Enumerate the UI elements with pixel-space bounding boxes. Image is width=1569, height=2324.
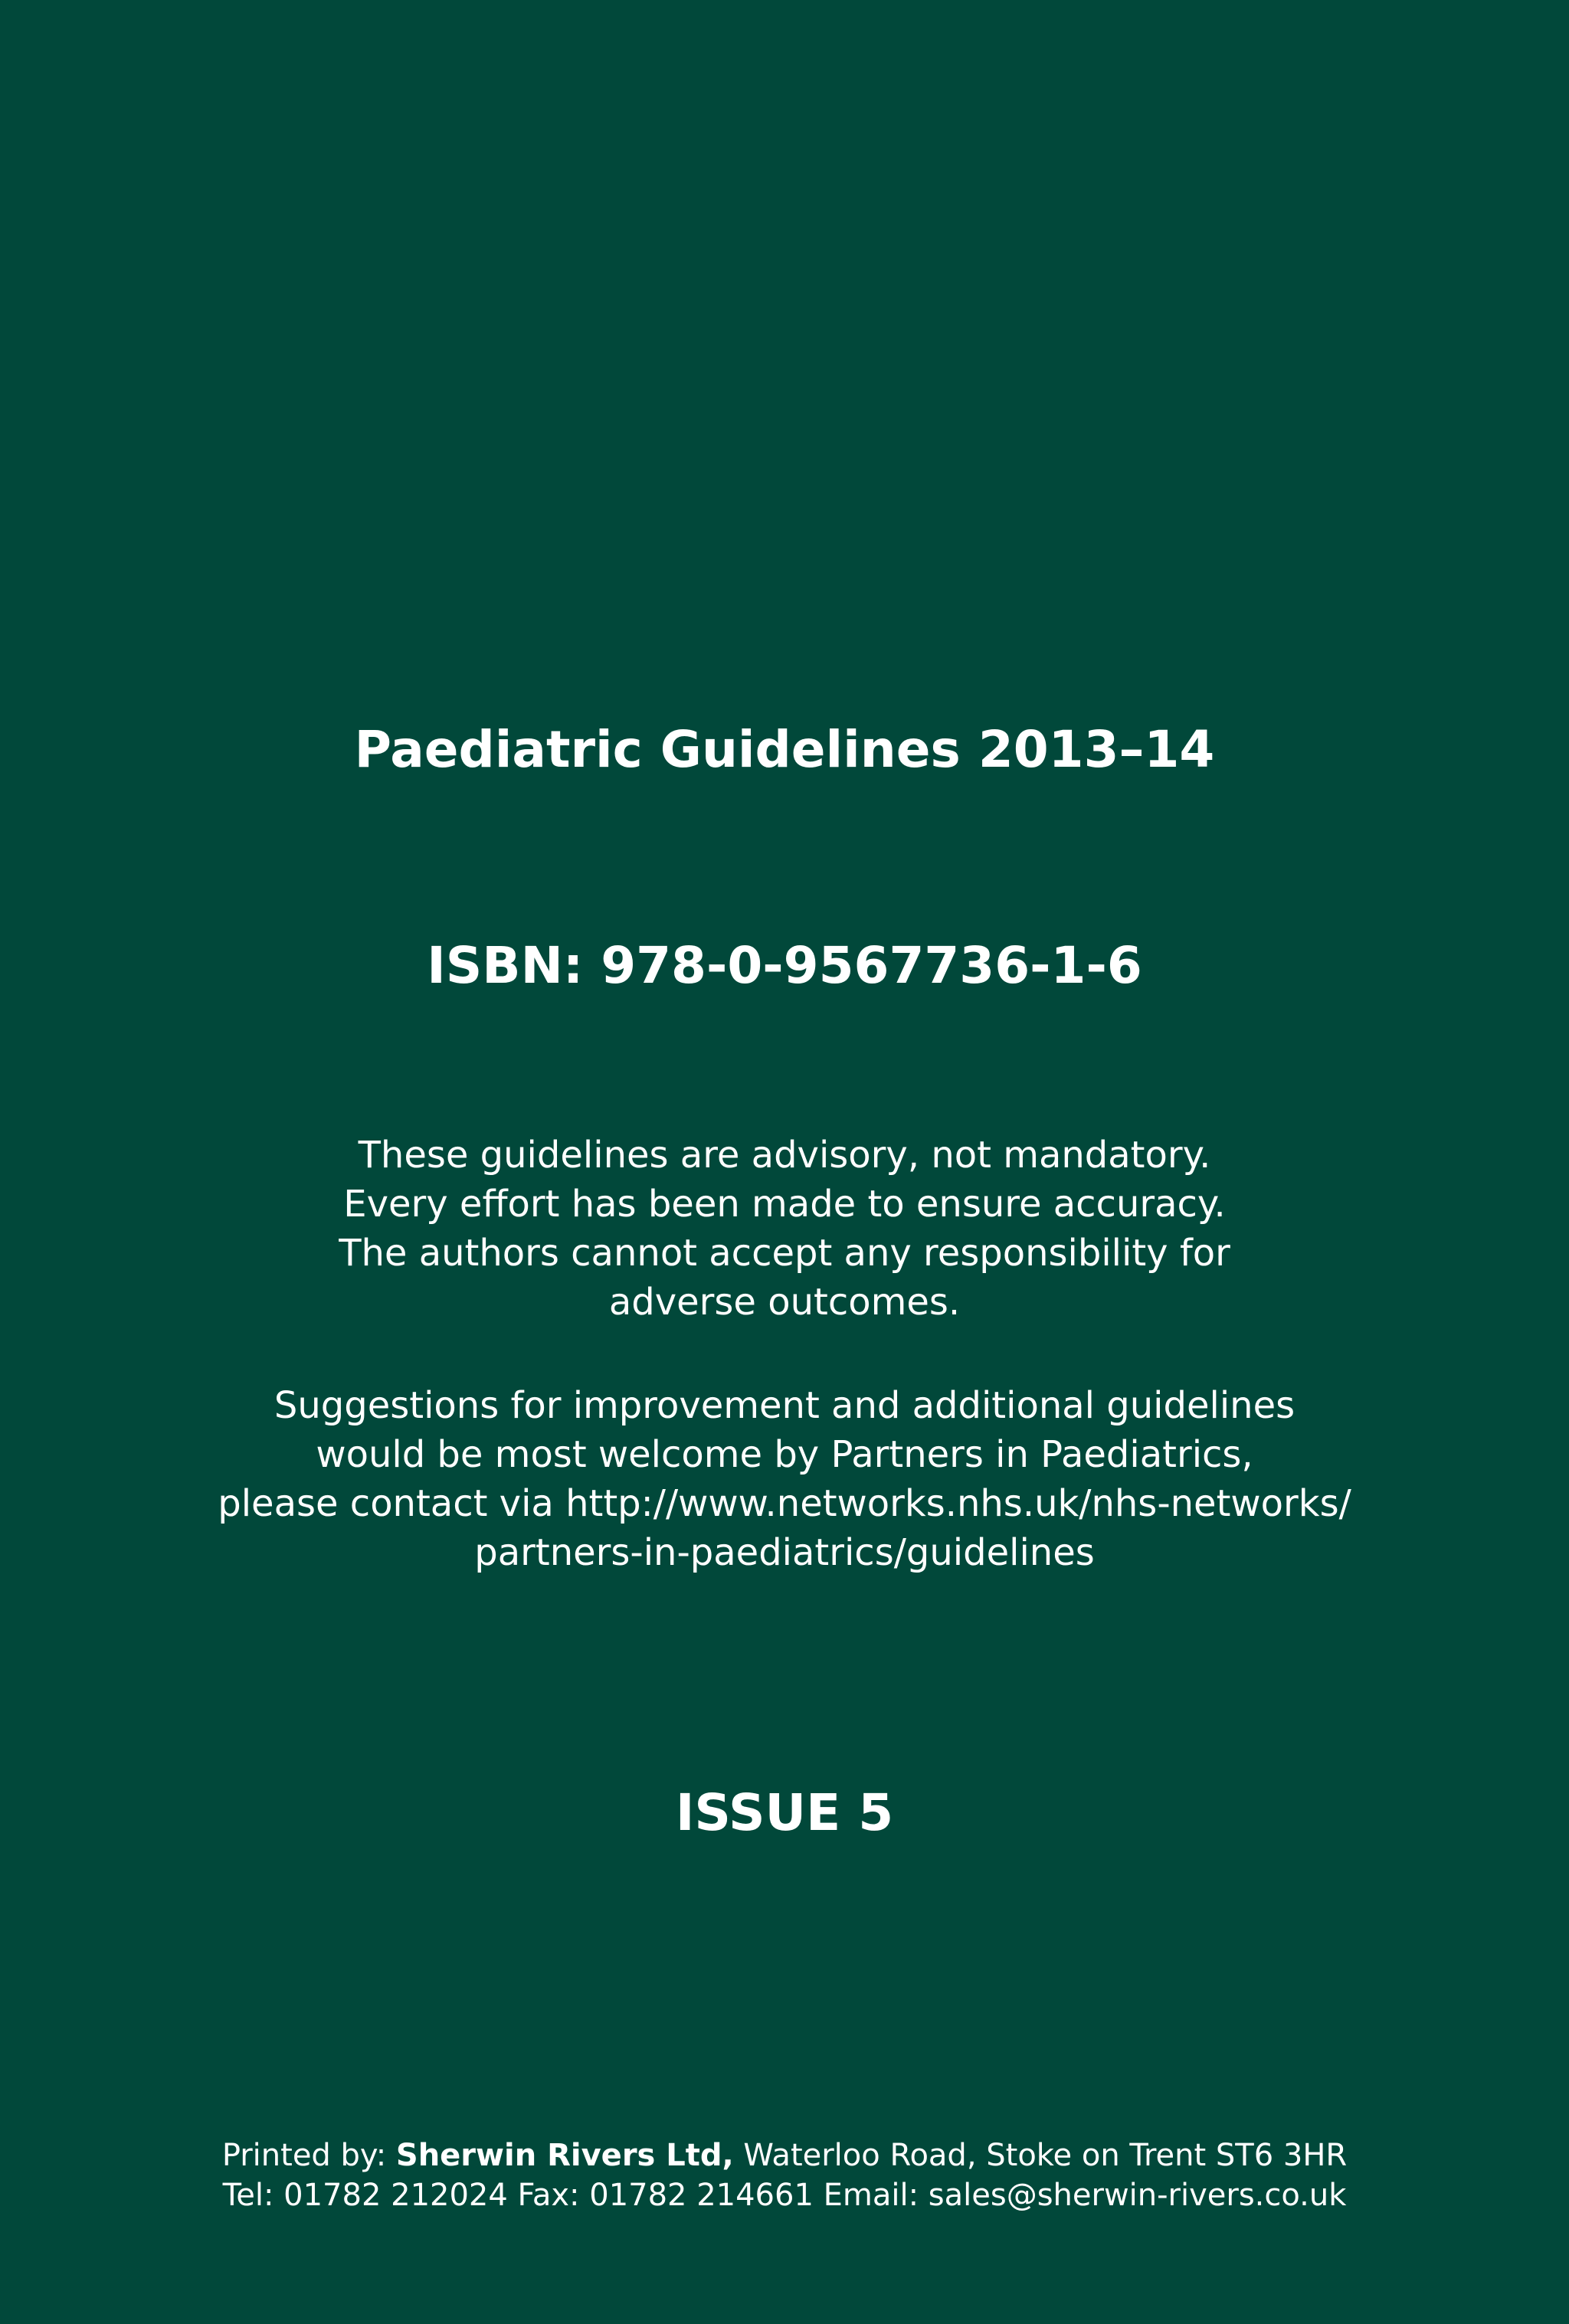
disclaimer-line: adverse outcomes. xyxy=(608,1281,961,1324)
printer-company: Sherwin Rivers Ltd, xyxy=(395,2138,734,2173)
issue-number: ISSUE 5 xyxy=(675,1783,894,1842)
suggestions-line: please contact via http://www.networks.nhs.uk/nhs-networks/ xyxy=(218,1482,1351,1525)
disclaimer-line: The authors cannot accept any responsibility for xyxy=(339,1232,1230,1275)
suggestions-line: Suggestions for improvement and additional guidelines xyxy=(274,1384,1295,1427)
printer-contact-line: Tel: 01782 212024 Fax: 01782 214661 Email: sales@sherwin-rivers.co.uk xyxy=(222,2178,1347,2213)
printer-info xyxy=(0,2136,1569,2215)
isbn-number: ISBN: 978-0-9567736-1-6 xyxy=(427,936,1142,995)
printer-address: Waterloo Road, Stoke on Trent ST6 3HR xyxy=(733,2138,1348,2173)
suggestions-line: partners-in-paediatrics/guidelines xyxy=(474,1531,1095,1574)
printer-prefix: Printed by: xyxy=(221,2138,396,2173)
printer-address-line xyxy=(0,2136,1569,2175)
suggestions-block xyxy=(0,1381,1569,1577)
disclaimer-block xyxy=(0,1131,1569,1327)
suggestions-line: would be most welcome by Partners in Paediatrics, xyxy=(316,1433,1253,1476)
document-title: Paediatric Guidelines 2013–14 xyxy=(354,720,1215,779)
disclaimer-line: These guidelines are advisory, not mandatory. xyxy=(358,1134,1211,1177)
disclaimer-line: Every effort has been made to ensure accuracy. xyxy=(343,1183,1226,1226)
